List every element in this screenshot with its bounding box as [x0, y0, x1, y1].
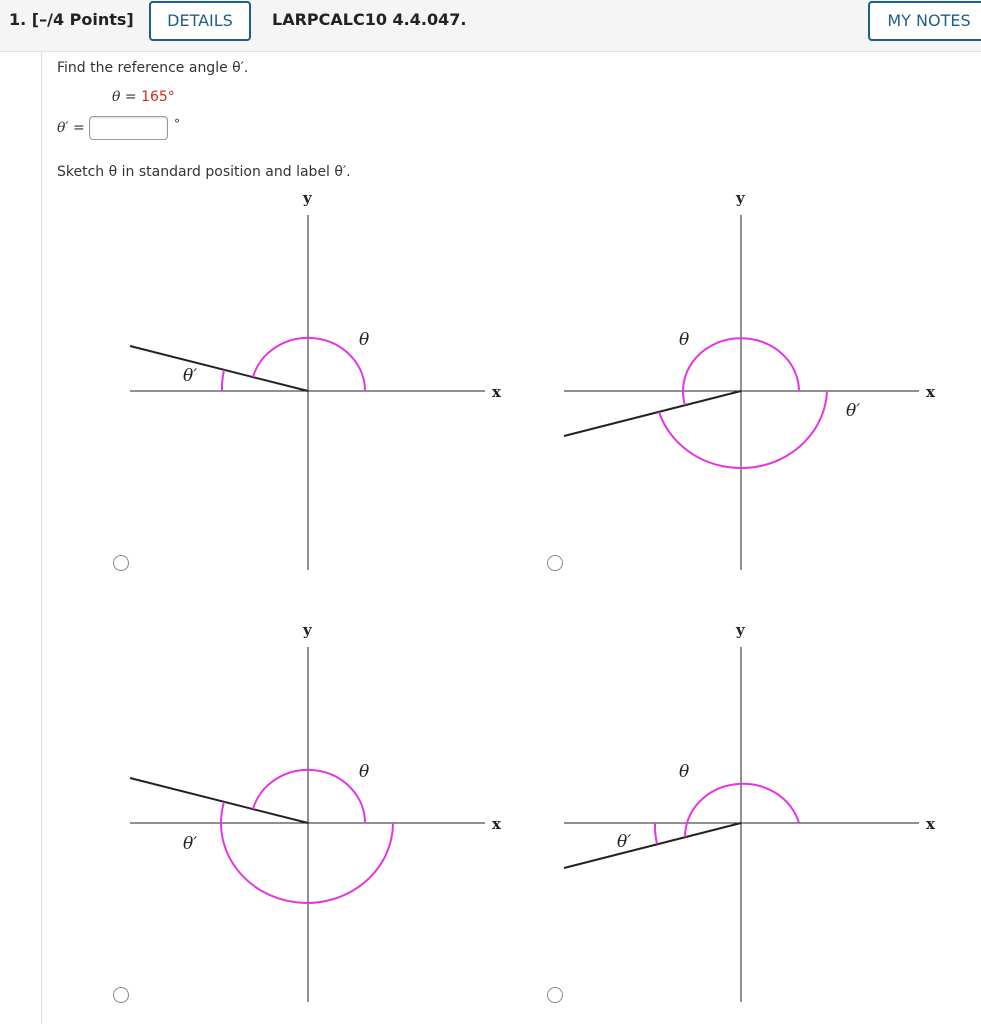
- theta-label: θ: [679, 330, 690, 350]
- theta-prime-label: θ′: [183, 834, 198, 854]
- option-a-radio[interactable]: [113, 555, 129, 571]
- theta-prime-arc: [655, 823, 657, 844]
- x-axis-label: x: [926, 383, 935, 401]
- question-number-text: 1.: [9, 10, 27, 29]
- degree-unit: °: [174, 117, 180, 131]
- figure-option-d: [559, 617, 949, 1007]
- sketch-prompt: Sketch θ in standard position and label θ′.: [57, 164, 351, 180]
- terminal-side: [130, 778, 308, 823]
- figure-c-svg: [125, 617, 515, 1007]
- problem-code: LARPCALC10 4.4.047.: [272, 10, 467, 29]
- figure-a-svg: [125, 185, 515, 575]
- question-number: [9, 10, 134, 30]
- theta-label: θ: [359, 762, 370, 782]
- x-axis-label: x: [926, 815, 935, 833]
- points-label: [–/4 Points]: [31, 10, 134, 29]
- given-angle: [112, 88, 175, 106]
- theta-prime-label: θ′: [617, 832, 632, 852]
- content-left-border: [41, 52, 42, 1024]
- question-header: [0, 0, 981, 52]
- terminal-side: [130, 346, 308, 391]
- x-axis-label: x: [492, 383, 501, 401]
- question-prompt: Find the reference angle θ′.: [57, 60, 249, 76]
- figure-option-a: [125, 185, 515, 575]
- answer-label-text: θ′ =: [57, 120, 85, 136]
- theta-arc: [685, 784, 799, 837]
- theta-arc: [253, 338, 365, 391]
- figure-option-b: [559, 185, 949, 575]
- x-axis-label: x: [492, 815, 501, 833]
- option-c-radio[interactable]: [113, 987, 129, 1003]
- y-axis-label: y: [736, 189, 745, 207]
- theta-prime-label: θ′: [183, 366, 198, 386]
- terminal-side: [564, 823, 741, 868]
- theta-label: θ: [679, 762, 690, 782]
- figure-b-svg: [559, 185, 949, 575]
- y-axis-label: y: [303, 189, 312, 207]
- figure-d-svg: [559, 617, 949, 1007]
- theta-prime-arc: [222, 370, 224, 391]
- option-d-radio[interactable]: [547, 987, 563, 1003]
- answer-label: [57, 115, 85, 141]
- theta-value: 165°: [141, 89, 175, 105]
- theta-prime-arc: [221, 802, 393, 903]
- y-axis-label: y: [736, 621, 745, 639]
- reference-angle-input[interactable]: [89, 116, 168, 140]
- terminal-side: [564, 391, 741, 436]
- theta-prime-label: θ′: [846, 401, 861, 421]
- option-b-radio[interactable]: [547, 555, 563, 571]
- theta-arc: [253, 770, 365, 823]
- details-button[interactable]: DETAILS: [149, 1, 251, 41]
- figure-option-c: [125, 617, 515, 1007]
- theta-label: θ: [359, 330, 370, 350]
- my-notes-button[interactable]: MY NOTES: [868, 1, 981, 41]
- y-axis-label: y: [303, 621, 312, 639]
- theta-lhs: θ =: [112, 89, 137, 105]
